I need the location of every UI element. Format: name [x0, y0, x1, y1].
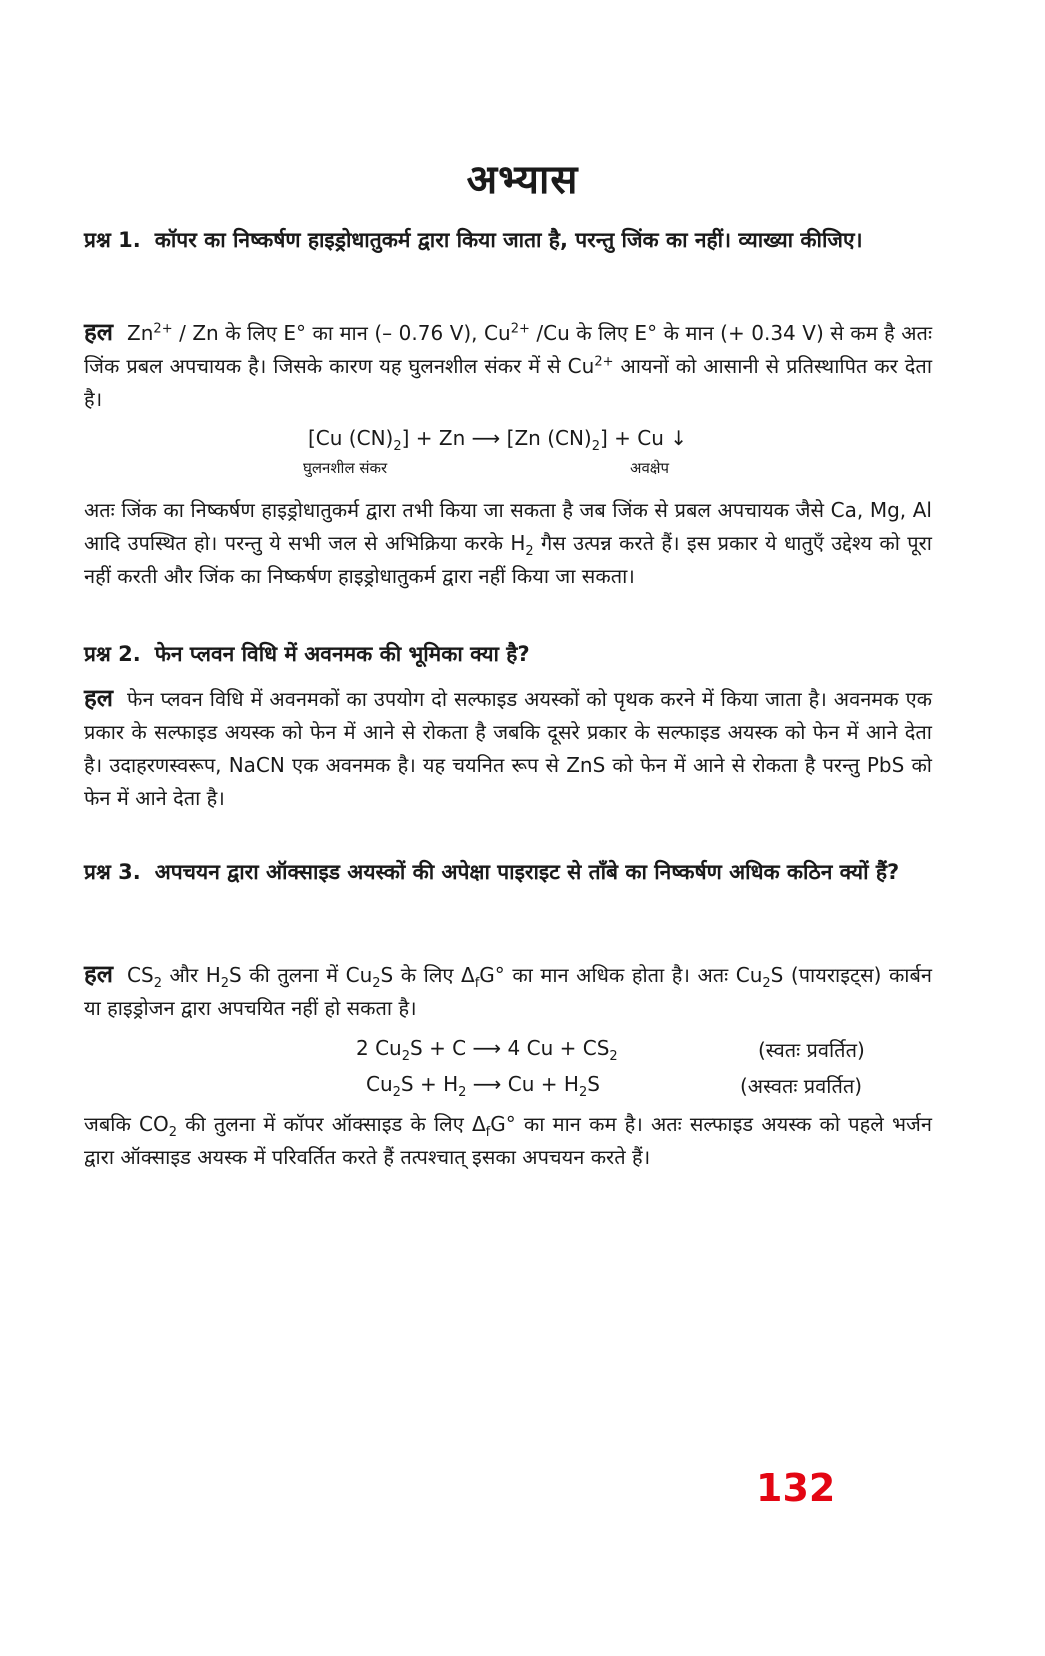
answer-2-label: हल	[84, 684, 114, 712]
answer-1-label: हल	[84, 318, 114, 346]
equation-1	[308, 426, 688, 454]
question-1	[84, 222, 932, 258]
page-title: अभ्यास	[466, 157, 579, 203]
answer-1-paragraph-1	[84, 316, 932, 416]
superscript: 2+	[594, 354, 614, 370]
answer-text: आयनों को आसानी से प्रतिस्थापित कर देता है।	[84, 354, 932, 411]
answer-text: गैस उत्पन्न करते हैं। इस प्रकार ये धातुएँ उद्देश्य को पूरा नहीं करती और जिंक का निष्कर्षण हाइड्रोधातुकर्म द्वारा नहीं किया जा सकता।	[84, 531, 932, 588]
answer-2-text: फेन प्लवन विधि में अवनमकों का उपयोग दो सल्फाइड अयस्कों को पृथक करने में किया जाता है। अवनमक एक प्रकार के सल्फाइड अयस्क को फेन में आने से रोकता है जबकि दूसरे प्रकार के सल्फाइड अयस्क को फेन में आने देता है। उदाहरणस्वरूप, NaCN एक अवनमक है। यह चयनित रूप से ZnS को फेन में आने से रोकता है परन्तु PbS को फेन में आने देता है।	[84, 687, 932, 810]
question-1-text: कॉपर का निष्कर्षण हाइड्रोधातुकर्म द्वारा किया जाता है, परन्तु जिंक का नहीं। व्याख्या कीजिए।	[154, 228, 863, 252]
subscript: 2	[392, 1085, 401, 1100]
subscript: 2	[609, 1049, 618, 1064]
equation-text: S	[587, 1072, 600, 1096]
subscript: 2	[153, 976, 162, 991]
equation-text: ] + Cu ↓	[600, 426, 688, 450]
equation-1-label-complex: घुलनशील संकर	[303, 459, 388, 477]
question-1-number: प्रश्न 1.	[84, 228, 141, 252]
question-3-number: प्रश्न 3.	[84, 860, 141, 884]
question-2-text: फेन प्लवन विधि में अवनमक की भूमिका क्या है?	[154, 642, 530, 666]
answer-3-paragraph-2	[84, 1108, 932, 1174]
subscript: 2	[393, 439, 402, 454]
answer-text: Zn	[127, 321, 154, 345]
answer-text: G° का मान कम है। अतः सल्फाइड अयस्क को पहले भर्जन द्वारा ऑक्साइड अयस्क में परिवर्तित करते हैं तत्पश्चात् इसका अपचयन करते हैं।	[84, 1112, 932, 1169]
answer-text: CS	[127, 963, 154, 987]
answer-text: / Zn के लिए E° का मान (– 0.76 V), Cu	[172, 321, 511, 345]
answer-1-paragraph-2	[84, 494, 932, 593]
question-3	[84, 854, 932, 890]
answer-text: /Cu के लिए E° के मान (+ 0.34 V) से कम है अतः जिंक प्रबल अपचायक है। जिसके कारण यह घुलनशील संकर में से Cu	[84, 321, 932, 378]
equation-text: [Cu (CN)	[308, 426, 394, 450]
answer-text: और H	[161, 963, 221, 987]
subscript: 2	[372, 976, 381, 991]
subscript: f	[474, 976, 480, 991]
subscript: 2	[220, 976, 230, 991]
equation-text: S + H	[400, 1072, 459, 1096]
equation-2	[356, 1036, 618, 1064]
answer-text: अतः जिंक का निष्कर्षण हाइड्रोधातुकर्म द्वारा तभी किया जा सकता है जब जिंक से प्रबल अपचायक जैसे Ca, Mg, Al आदि उपस्थित हो। परन्तु ये सभी जल से अभिक्रिया करके H	[84, 498, 932, 555]
subscript: 2	[591, 439, 601, 454]
answer-2-paragraph	[84, 682, 932, 815]
equation-3-condition: (अस्वतः प्रवर्तित)	[740, 1074, 863, 1098]
answer-text: S की तुलना में Cu	[229, 963, 373, 987]
subscript: 2	[525, 544, 534, 559]
answer-3-paragraph-1	[84, 958, 932, 1025]
subscript: 2	[458, 1085, 467, 1100]
equation-1-label-precipitate: अवक्षेप	[630, 459, 670, 477]
subscript: 2	[168, 1125, 177, 1140]
answer-text: G° का मान अधिक होता है। अतः Cu	[479, 963, 763, 987]
subscript: 2	[762, 976, 771, 991]
question-2-number: प्रश्न 2.	[84, 642, 141, 666]
equation-text: 2 Cu	[356, 1036, 402, 1060]
equation-3	[366, 1072, 600, 1100]
answer-text: S (पायराइट्स) कार्बन या हाइड्रोजन द्वारा अपचयित नहीं हो सकता है।	[84, 963, 933, 1020]
answer-text: जबकि CO	[84, 1112, 169, 1136]
answer-text: की तुलना में कॉपर ऑक्साइड के लिए Δ	[176, 1112, 486, 1136]
equation-text: ⟶ Cu + H	[466, 1072, 579, 1096]
question-2	[84, 636, 932, 672]
answer-text: S के लिए Δ	[380, 963, 475, 987]
superscript: 2+	[510, 321, 530, 337]
equation-text: Cu	[366, 1072, 393, 1096]
subscript: 2	[401, 1049, 411, 1064]
superscript: 2+	[153, 321, 173, 337]
page-number: 132	[756, 1466, 836, 1510]
equation-2-condition: (स्वतः प्रवर्तित)	[758, 1038, 865, 1062]
equation-text: S + C ⟶ 4 Cu + CS	[410, 1036, 610, 1060]
subscript: f	[485, 1125, 491, 1140]
question-3-text: अपचयन द्वारा ऑक्साइड अयस्कों की अपेक्षा पाइराइट से ताँबे का निष्कर्षण अधिक कठिन क्यों हैं?	[154, 860, 900, 884]
subscript: 2	[578, 1085, 588, 1100]
answer-3-label: हल	[84, 960, 114, 988]
equation-text: ] + Zn ⟶ [Zn (CN)	[401, 426, 592, 450]
